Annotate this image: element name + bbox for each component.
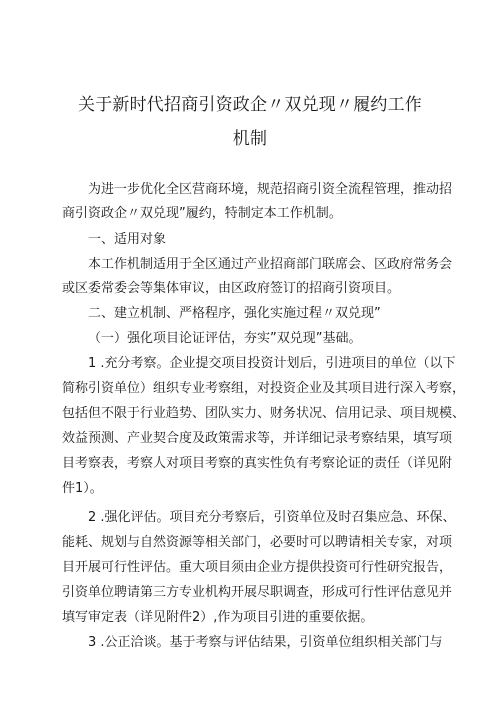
paragraph-line: 为进一步优化全区营商环境，规范招商引资全流程管理，推动招 bbox=[88, 182, 453, 197]
paragraph-line: 包括但不限于行业趋势、团队实力、财务状况、信用记录、项目规模、 bbox=[62, 406, 466, 421]
paragraph-line: 3 .公正洽谈。基于考察与评估结果，引资单位组织相关部门与 bbox=[88, 635, 443, 650]
paragraph-line: 目开展可行性评估。重大项目须由企业方提供投资可行性研究报告， bbox=[62, 560, 453, 575]
document-title-line-2: 机制 bbox=[232, 129, 268, 149]
paragraph-line: 或区委常委会等集体审议，由区政府签订的招商引资项目。 bbox=[62, 281, 401, 296]
paragraph-line: 填写审定表（详见附件2）,作为项目引进的重要依据。 bbox=[62, 610, 374, 625]
paragraph-line: 1 .充分考察。企业提交项目投资计划后，引进项目的单位（以下 bbox=[88, 356, 456, 371]
section-heading: 一、适用对象 bbox=[88, 232, 167, 247]
paragraph-line: 能耗、规划与自然资源等相关部门，必要时可以聘请相关专家，对项 bbox=[62, 535, 453, 550]
subsection-heading: （一）强化项目论证评估，夯实”双兑现”基础。 bbox=[88, 331, 362, 346]
paragraph-line: 商引资政企〃双兑现”履约，特制定本工作机制。 bbox=[62, 206, 342, 221]
paragraph-line: 简称引资单位）组织专业考察组，对投资企业及其项目进行深入考察， bbox=[62, 381, 466, 396]
paragraph-line: 件1）。 bbox=[62, 481, 103, 496]
paragraph-line: 目考察表，考察人对项目考察的真实性负有考察论证的责任（详见附 bbox=[62, 456, 453, 471]
paragraph-line: 效益预测、产业契合度及政策需求等，并详细记录考察结果，填写项 bbox=[62, 431, 453, 446]
document-title-line-1: 关于新时代招商引资政企〃双兑现〃履约工作 bbox=[78, 95, 422, 115]
paragraph-line: 引资单位聘请第三方专业机构开展尽职调查，形成可行性评估意见并 bbox=[62, 585, 453, 600]
section-heading: 二、建立机制、严格程序，强化实施过程〃双兑现” bbox=[88, 306, 381, 321]
paragraph-line: 2 .强化评估。项目充分考察后，引资单位及时召集应急、环保、 bbox=[88, 510, 456, 525]
paragraph-line: 本工作机制适用于全区通过产业招商部门联席会、区政府常务会 bbox=[88, 257, 453, 272]
